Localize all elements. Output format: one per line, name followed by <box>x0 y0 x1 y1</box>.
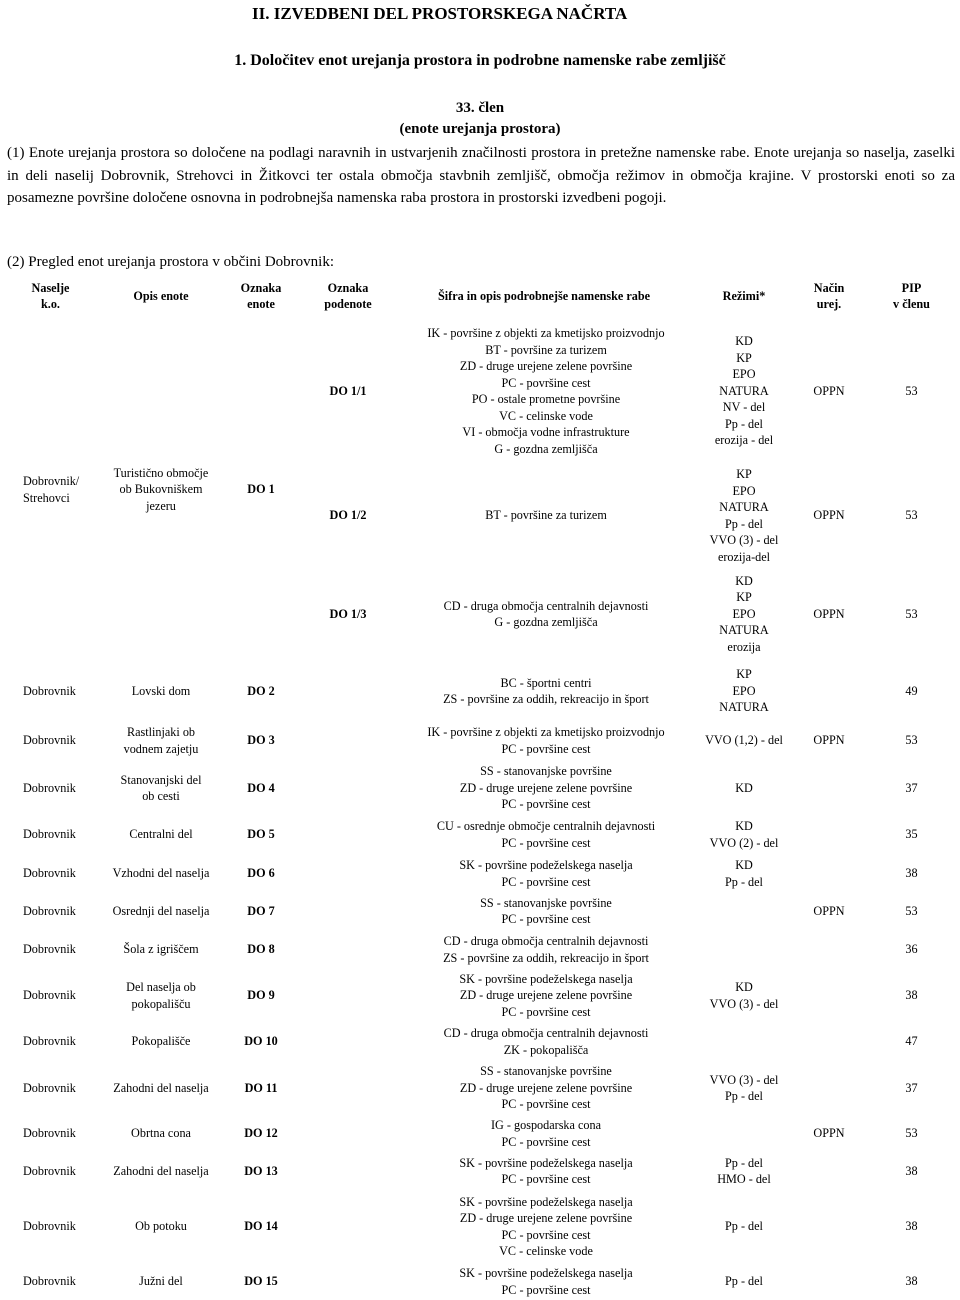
cell-podenota <box>298 930 398 969</box>
cell-podenota <box>298 1022 398 1061</box>
header-nacin: Način urej. <box>813 280 845 311</box>
table-row <box>3 855 959 892</box>
cell-naselje: Dobrovnik <box>23 1126 76 1141</box>
header-naselje: Naselje k.o. <box>31 280 70 311</box>
header-rezimi: Režimi* <box>722 288 766 303</box>
cell-sifra: IG - gospodarska cona PC - površine cest <box>491 1118 601 1149</box>
cell-opis: Stanovanjski del ob cesti <box>120 772 202 803</box>
table-row <box>3 719 959 762</box>
cell-oznaka: DO 13 <box>244 1163 278 1178</box>
cell-oznaka: DO 9 <box>247 988 275 1003</box>
cell-sifra: CU - osrednje območje centralnih dejavnosti PC - površine cest <box>436 819 656 850</box>
cell-pip: 35 <box>905 827 918 842</box>
cell-pip: 53 <box>905 606 918 621</box>
cell-opis: Vzhodni del naselja <box>112 866 210 881</box>
cell-opis: Turistično območje ob Bukovniškem jezeru <box>113 465 209 513</box>
cell-opis: Ob potoku <box>135 1219 187 1234</box>
paragraph-2: (2) Pregled enot urejanja prostora v občini Dobrovnik: <box>7 254 334 270</box>
cell-podenota <box>298 814 398 855</box>
cell-pip: 47 <box>905 1034 918 1049</box>
cell-nacin <box>794 814 864 855</box>
cell-nacin <box>794 1190 864 1263</box>
cell-pip: 38 <box>905 1163 918 1178</box>
table-row <box>3 814 959 855</box>
cell-rezimi <box>694 1022 794 1061</box>
cell-rezimi: Pp - del HMO - del <box>717 1155 771 1186</box>
cell-rezimi: Pp - del <box>725 1274 763 1289</box>
cell-naselje: Dobrovnik <box>23 942 76 957</box>
cell-naselje: Dobrovnik <box>23 988 76 1003</box>
cell-sifra: IK - površine z objekti za kmetijsko proizvodnjo BT - površine za turizem ZD - druge urejene zelene površine PC - površine cest PO - ostale prometne površine VC - celinske vode VI - območja vodne infrastrukture G - gozdna zemljišča <box>427 326 665 456</box>
cell-naselje: Dobrovnik/ Strehovci <box>23 474 80 505</box>
cell-pip: 49 <box>905 683 918 698</box>
cell-rezimi: KD Pp - del <box>725 858 763 889</box>
cell-oznaka: DO 1 <box>247 482 275 497</box>
cell-pip: 38 <box>905 1219 918 1234</box>
cell-opis: Osrednji del naselja <box>112 903 210 918</box>
table-row <box>3 969 959 1022</box>
table-row <box>3 930 959 969</box>
table-row <box>3 1263 959 1300</box>
cell-oznaka: DO 3 <box>247 733 275 748</box>
cell-nacin: OPPN <box>813 508 845 523</box>
cell-rezimi: KP EPO NATURA <box>719 667 769 715</box>
table-row <box>3 1190 959 1263</box>
cell-pip: 36 <box>905 942 918 957</box>
cell-oznaka: DO 11 <box>244 1080 278 1095</box>
cell-opis: Del naselja ob pokopališču <box>126 980 196 1011</box>
cell-nacin <box>794 855 864 892</box>
cell-opis: Rastlinjaki ob vodnem zajetju <box>123 725 199 756</box>
cell-podenota: DO 1/1 <box>329 383 367 398</box>
cell-sifra: CD - druga območja centralnih dejavnosti G - gozdna zemljišča <box>443 598 649 629</box>
cell-naselje: Dobrovnik <box>23 903 76 918</box>
cell-podenota: DO 1/2 <box>329 508 367 523</box>
cell-podenota <box>298 969 398 1022</box>
part-heading: II. IZVEDBENI DEL PROSTORSKEGA NAČRTA <box>252 4 628 23</box>
table-row <box>3 1022 959 1061</box>
table-row <box>3 762 959 814</box>
cell-podenota <box>298 855 398 892</box>
cell-sifra: SS - stanovanjske površine ZD - druge urejene zelene površine PC - površine cest <box>459 1064 633 1112</box>
cell-pip: 53 <box>905 733 918 748</box>
cell-oznaka: DO 5 <box>247 827 275 842</box>
section-heading: 1. Določitev enot urejanja prostora in podrobne namenske rabe zemljišč <box>234 52 726 69</box>
table-row <box>3 892 959 930</box>
cell-opis: Južni del <box>139 1274 183 1289</box>
cell-rezimi <box>694 1115 794 1152</box>
cell-opis: Obrtna cona <box>131 1126 191 1141</box>
cell-nacin <box>794 1022 864 1061</box>
cell-pip: 38 <box>905 866 918 881</box>
cell-sifra: SK - površine podeželskega naselja ZD - druge urejene zelene površine PC - površine cest VC - celinske vode <box>459 1194 633 1258</box>
cell-sifra: CD - druga območja centralnih dejavnosti ZK - pokopališča <box>443 1026 649 1057</box>
cell-rezimi: KD KP EPO NATURA erozija <box>719 573 769 654</box>
cell-opis: Zahodni del naselja <box>113 1080 209 1095</box>
cell-podenota <box>298 1263 398 1300</box>
cell-podenota <box>298 1152 398 1190</box>
cell-opis: Centralni del <box>129 827 193 842</box>
cell-sifra: SS - stanovanjske površine ZD - druge urejene zelene površine PC - površine cest <box>459 764 633 812</box>
cell-nacin <box>794 663 864 719</box>
cell-rezimi: KD KP EPO NATURA NV - del Pp - del erozija - del <box>714 334 774 448</box>
cell-rezimi: KD VVO (3) - del <box>709 980 779 1011</box>
cell-rezimi: Pp - del <box>725 1219 763 1234</box>
cell-podenota <box>298 762 398 814</box>
cell-pip: 38 <box>905 1274 918 1289</box>
cell-pip: 37 <box>905 1080 918 1095</box>
cell-sifra: SK - površine podeželskega naselja ZD - druge urejene zelene površine PC - površine cest <box>459 971 633 1019</box>
cell-nacin: OPPN <box>813 383 845 398</box>
cell-nacin <box>794 969 864 1022</box>
cell-naselje: Dobrovnik <box>23 1080 76 1095</box>
cell-oznaka: DO 7 <box>247 903 275 918</box>
cell-opis: Lovski dom <box>131 683 191 698</box>
cell-oznaka: DO 10 <box>244 1034 278 1049</box>
cell-nacin <box>794 1263 864 1300</box>
cell-podenota <box>298 1190 398 1263</box>
cell-oznaka: DO 6 <box>247 866 275 881</box>
cell-sifra: SK - površine podeželskega naselja PC - površine cest <box>459 1266 633 1297</box>
cell-nacin <box>794 762 864 814</box>
cell-pip: 53 <box>905 383 918 398</box>
cell-nacin: OPPN <box>813 903 845 918</box>
cell-pip: 53 <box>905 1126 918 1141</box>
cell-podenota <box>298 719 398 762</box>
cell-nacin: OPPN <box>813 1126 845 1141</box>
table-row <box>3 1115 959 1152</box>
cell-naselje: Dobrovnik <box>23 1219 76 1234</box>
cell-nacin: OPPN <box>813 606 845 621</box>
cell-sifra: CD - druga območja centralnih dejavnosti ZS - površine za oddih, rekreacijo in šport <box>443 934 649 965</box>
cell-naselje: Dobrovnik <box>23 1274 76 1289</box>
table-row <box>3 316 959 466</box>
cell-nacin <box>794 930 864 969</box>
cell-opis: Zahodni del naselja <box>113 1163 209 1178</box>
paragraph-1: (1) Enote urejanja prostora so določene na podlagi naravnih in ustvarjenih značilnosti prostora in pretežne namenske rabe. Enote urejanja so naselja, zaselki in deli naselij Dobrovnik, Strehovci in Žitkovci ter ostala območja stavbnih zemljišč, območja režimov in območja krajine. V prostorski enoti so za posamezne površine določene osnovna in podrobnejša namenska raba prostora in prostorski izvedbeni pogoji. <box>7 145 955 206</box>
cell-oznaka: DO 8 <box>247 942 275 957</box>
table-row <box>3 1152 959 1190</box>
header-sifra: Šifra in opis podrobnejše namenske rabe <box>438 288 651 303</box>
header-pip: PIP v členu <box>893 280 930 311</box>
cell-naselje: Dobrovnik <box>23 1034 76 1049</box>
cell-rezimi <box>694 930 794 969</box>
cell-oznaka: DO 12 <box>244 1126 278 1141</box>
cell-oznaka: DO 14 <box>244 1219 278 1234</box>
cell-opis: Šola z igriščem <box>123 942 199 957</box>
cell-rezimi: KD VVO (2) - del <box>709 819 779 850</box>
table-row <box>3 1061 959 1115</box>
cell-naselje: Dobrovnik <box>23 866 76 881</box>
cell-oznaka: DO 2 <box>247 683 275 698</box>
cell-rezimi: VVO (3) - del Pp - del <box>709 1072 779 1103</box>
cell-pip: 37 <box>905 780 918 795</box>
header-oznaka: Oznaka enote <box>240 280 282 311</box>
cell-naselje: Dobrovnik <box>23 780 76 795</box>
cell-sifra: SK - površine podeželskega naselja PC - površine cest <box>459 858 633 889</box>
cell-podenota <box>298 663 398 719</box>
cell-sifra: BC - športni centri ZS - površine za oddih, rekreacijo in šport <box>443 675 649 706</box>
cell-naselje: Dobrovnik <box>23 683 76 698</box>
cell-rezimi: VVO (1,2) - del <box>705 733 783 748</box>
cell-naselje: Dobrovnik <box>23 733 76 748</box>
cell-nacin <box>794 1152 864 1190</box>
cell-oznaka: DO 15 <box>244 1274 278 1289</box>
article-number: 33. člen <box>455 100 505 116</box>
cell-sifra: SK - površine podeželskega naselja PC - površine cest <box>459 1155 633 1186</box>
cell-naselje: Dobrovnik <box>23 827 76 842</box>
cell-podenota <box>298 892 398 930</box>
header-podenote: Oznaka podenote <box>324 280 372 311</box>
cell-nacin <box>794 1061 864 1115</box>
cell-sifra: IK - površine z objekti za kmetijsko proizvodnjo PC - površine cest <box>427 725 665 756</box>
cell-rezimi: KP EPO NATURA Pp - del VVO (3) - del erozija-del <box>709 467 779 564</box>
cell-opis: Pokopališče <box>131 1034 191 1049</box>
cell-pip: 38 <box>905 988 918 1003</box>
cell-naselje: Dobrovnik <box>23 1163 76 1178</box>
units-table <box>3 276 959 1300</box>
cell-pip: 53 <box>905 903 918 918</box>
cell-pip: 53 <box>905 508 918 523</box>
article-title: (enote urejanja prostora) <box>399 121 561 137</box>
cell-sifra: BT - površine za turizem <box>485 508 607 523</box>
cell-podenota <box>298 1115 398 1152</box>
table-header-row <box>3 276 959 316</box>
table-row <box>3 663 959 719</box>
cell-podenota: DO 1/3 <box>329 606 367 621</box>
cell-podenota <box>298 1061 398 1115</box>
cell-nacin: OPPN <box>813 733 845 748</box>
cell-oznaka: DO 4 <box>247 780 275 795</box>
cell-sifra: SS - stanovanjske površine PC - površine cest <box>480 895 612 926</box>
cell-rezimi: KD <box>735 780 753 795</box>
header-opis: Opis enote <box>133 288 189 303</box>
cell-rezimi <box>694 892 794 930</box>
